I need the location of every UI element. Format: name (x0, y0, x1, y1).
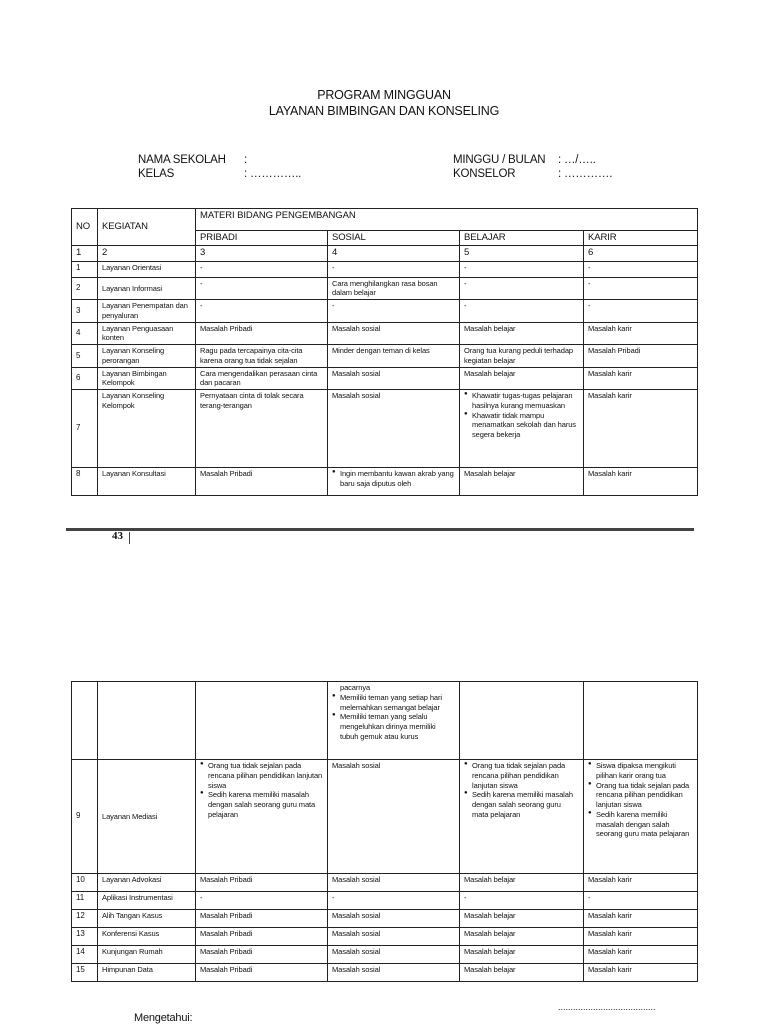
cell-sosial: Masalah sosial (328, 367, 460, 390)
bullet-item: ● Orang tua tidak sejalan pada rencana pilihan pendidikan lanjutan siswa (596, 781, 693, 810)
cell-sosial: Masalah sosial (328, 928, 460, 946)
table-row (72, 760, 698, 874)
row-no: 14 (72, 946, 98, 964)
cell-pribadi: Masalah Pribadi (196, 468, 328, 496)
col-header-group: MATERI BIDANG PENGEMBANGAN (196, 209, 698, 231)
table-row (72, 390, 698, 468)
cell-pribadi (196, 760, 328, 874)
row-no: 5 (72, 345, 98, 368)
cell-karir: Masalah karir (584, 390, 698, 468)
bullet-list (200, 761, 323, 820)
cell-belajar: Masalah belajar (460, 322, 584, 345)
index-cell: 5 (460, 246, 584, 261)
week-label: MINGGU / BULAN (453, 154, 546, 166)
cell-sosial: Cara menghilangkan rasa bosan dalam belajar (328, 277, 460, 300)
row-no: 2 (72, 277, 98, 300)
row-activity: Layanan Orientasi (98, 261, 196, 277)
cell-karir: Masalah karir (584, 928, 698, 946)
table-row (72, 468, 698, 496)
index-cell: 4 (328, 246, 460, 261)
page-number: 43 (112, 530, 123, 542)
continued-text: pacarnya (340, 683, 371, 692)
cell-karir (584, 760, 698, 874)
cell-belajar: - (460, 892, 584, 910)
cell-pribadi: Masalah Pribadi (196, 322, 328, 345)
cell-belajar: Masalah belajar (460, 468, 584, 496)
bullet-list (464, 391, 579, 440)
row-no: 9 (72, 760, 98, 874)
row-activity: Layanan Penguasaan konten (98, 322, 196, 345)
row-no: 11 (72, 892, 98, 910)
table-row (72, 874, 698, 892)
index-cell: 1 (72, 246, 98, 261)
counselor-value: : …………. (558, 168, 613, 180)
row-activity: Layanan Konseling Kelompok (98, 390, 196, 468)
cell-sosial: Masalah sosial (328, 760, 460, 874)
bullet-item: ● Orang tua tidak sejalan pada rencana pilihan pendidikan lanjutan siswa (208, 761, 323, 790)
cell-pribadi: Masalah Pribadi (196, 928, 328, 946)
cell-belajar (460, 682, 584, 760)
school-label: NAMA SEKOLAH (138, 154, 226, 166)
cell-belajar: Masalah belajar (460, 928, 584, 946)
bullet-item: ● Ingin membantu kawan akrab yang baru saja diputus oleh (340, 469, 455, 489)
cell-belajar: Masalah belajar (460, 367, 584, 390)
bullet-item: ● Khawatir tugas-tugas pelajaran hasilnya kurang memuaskan (472, 391, 579, 411)
cell-karir: Masalah karir (584, 322, 698, 345)
cell-belajar: Orang tua kurang peduli terhadap kegiatan belajar (460, 345, 584, 368)
cell-pribadi: - (196, 277, 328, 300)
index-cell: 2 (98, 246, 196, 261)
cell-sosial: Masalah sosial (328, 910, 460, 928)
table-row (72, 367, 698, 390)
class-value: : ………….. (244, 168, 302, 180)
row-no: 13 (72, 928, 98, 946)
row-activity: Aplikasi Instrumentasi (98, 892, 196, 910)
row-activity: Layanan Bimbingan Kelompok (98, 367, 196, 390)
cell-karir: Masalah karir (584, 367, 698, 390)
row-no: 15 (72, 964, 98, 982)
cell-karir: Masalah karir (584, 468, 698, 496)
col-header-activity: KEGIATAN (98, 209, 196, 246)
col-header-sosial: SOSIAL (328, 231, 460, 246)
table-row (72, 322, 698, 345)
row-activity: Layanan Konsultasi (98, 468, 196, 496)
cell-belajar: - (460, 261, 584, 277)
cell-pribadi: Masalah Pribadi (196, 946, 328, 964)
table-row (72, 261, 698, 277)
approval-label: Mengetahui: (134, 1012, 193, 1024)
cell-pribadi: Masalah Pribadi (196, 874, 328, 892)
col-header-belajar: BELAJAR (460, 231, 584, 246)
table-row (72, 928, 698, 946)
cell-pribadi: - (196, 892, 328, 910)
cell-pribadi: Masalah Pribadi (196, 910, 328, 928)
row-no: 10 (72, 874, 98, 892)
cell-belajar: - (460, 277, 584, 300)
table-row (72, 910, 698, 928)
school-value: : (244, 154, 247, 166)
row-no: 12 (72, 910, 98, 928)
signature-line: ....................................... (558, 1002, 656, 1012)
row-no (72, 682, 98, 760)
cell-belajar (460, 760, 584, 874)
counselor-label: KONSELOR (453, 168, 516, 180)
page-divider (66, 528, 694, 531)
row-no: 4 (72, 322, 98, 345)
bullet-item: ● Sedih karena memiliki masalah dengan salah seorang guru mata pelajaran (596, 810, 693, 839)
cell-sosial: Masalah sosial (328, 874, 460, 892)
cell-sosial (328, 682, 460, 760)
index-cell: 6 (584, 246, 698, 261)
program-table-continued (71, 681, 698, 982)
cell-karir: Masalah karir (584, 946, 698, 964)
doc-title-line1: PROGRAM MINGGUAN (317, 88, 451, 102)
bullet-item: ● Orang tua tidak sejalan pada rencana pilihan pendidikan lanjutan siswa (472, 761, 579, 790)
class-label: KELAS (138, 168, 175, 180)
cell-sosial: - (328, 261, 460, 277)
doc-title-line2: LAYANAN BIMBINGAN DAN KONSELING (268, 104, 500, 118)
row-activity: Himpunan Data (98, 964, 196, 982)
bullet-list (332, 693, 455, 742)
bullet-list (332, 469, 455, 489)
cell-sosial: - (328, 892, 460, 910)
row-activity: Layanan Konseling perorangan (98, 345, 196, 368)
table-row-continued (72, 682, 698, 760)
row-activity: Layanan Mediasi (98, 760, 196, 874)
table-row (72, 277, 698, 300)
bullet-item: ● Sedih karena memiliki masalah dengan salah seorang guru mata pelajaran (472, 790, 579, 819)
cell-karir: - (584, 277, 698, 300)
cell-pribadi: - (196, 261, 328, 277)
program-table (71, 208, 698, 496)
cell-karir: Masalah karir (584, 910, 698, 928)
row-no: 3 (72, 300, 98, 323)
cell-pribadi: Masalah Pribadi (196, 964, 328, 982)
row-no: 8 (72, 468, 98, 496)
cell-karir (584, 682, 698, 760)
col-header-no: NO (72, 209, 98, 246)
cell-belajar: - (460, 300, 584, 323)
row-activity: Layanan Penempatan dan penyaluran (98, 300, 196, 323)
bullet-item: ● Sedih karena memiliki masalah dengan salah seorang guru mata pelajaran (208, 790, 323, 819)
cell-karir: - (584, 261, 698, 277)
cell-karir: Masalah Pribadi (584, 345, 698, 368)
cell-sosial: - (328, 300, 460, 323)
cell-belajar (460, 390, 584, 468)
week-value: : …/….. (558, 154, 596, 166)
bullet-item: ● Khawatir tidak mampu menamatkan sekolah dan harus segera bekerja (472, 411, 579, 440)
cell-karir: Masalah karir (584, 874, 698, 892)
row-activity (98, 682, 196, 760)
cell-pribadi: - (196, 300, 328, 323)
table-row (72, 964, 698, 982)
table-row (72, 946, 698, 964)
col-header-karir: KARIR (584, 231, 698, 246)
cell-belajar: Masalah belajar (460, 964, 584, 982)
cell-belajar: Masalah belajar (460, 946, 584, 964)
row-activity: Alih Tangan Kasus (98, 910, 196, 928)
table-row (72, 300, 698, 323)
index-row (72, 246, 698, 261)
bullet-list (464, 761, 579, 820)
cell-pribadi: Cara mengendalikan perasaan cinta dan pacaran (196, 367, 328, 390)
cell-pribadi (196, 682, 328, 760)
cell-karir: - (584, 300, 698, 323)
col-header-pribadi: PRIBADI (196, 231, 328, 246)
cell-sosial: Masalah sosial (328, 946, 460, 964)
page-number-bar (129, 532, 130, 544)
cell-sosial: Masalah sosial (328, 964, 460, 982)
bullet-item: ● Siswa dipaksa mengikuti pilihan karir orang tua (596, 761, 693, 781)
cell-belajar: Masalah belajar (460, 874, 584, 892)
row-no: 6 (72, 367, 98, 390)
row-activity: Kunjungan Rumah (98, 946, 196, 964)
cell-karir: Masalah karir (584, 964, 698, 982)
bullet-item: ● Memiliki teman yang setiap hari melemahkan semangat belajar (340, 693, 455, 713)
cell-sosial: Minder dengan teman di kelas (328, 345, 460, 368)
cell-sosial: Masalah sosial (328, 322, 460, 345)
cell-pribadi: Ragu pada tercapainya cita-cita karena orang tua tidak sejalan (196, 345, 328, 368)
cell-karir: - (584, 892, 698, 910)
table-row (72, 892, 698, 910)
row-no: 1 (72, 261, 98, 277)
row-activity: Layanan Advokasi (98, 874, 196, 892)
cell-sosial (328, 468, 460, 496)
index-cell: 3 (196, 246, 328, 261)
cell-sosial: Masalah sosial (328, 390, 460, 468)
bullet-list (588, 761, 693, 839)
bullet-item: ● Memiliki teman yang selalu mengeluhkan dirinya memiliki tubuh gemuk atau kurus (340, 712, 455, 741)
table-row (72, 345, 698, 368)
row-no: 7 (72, 390, 98, 468)
row-activity: Layanan Informasi (98, 277, 196, 300)
cell-pribadi: Pernyataan cinta di tolak secara terang-terangan (196, 390, 328, 468)
row-activity: Konferensi Kasus (98, 928, 196, 946)
cell-belajar: Masalah belajar (460, 910, 584, 928)
